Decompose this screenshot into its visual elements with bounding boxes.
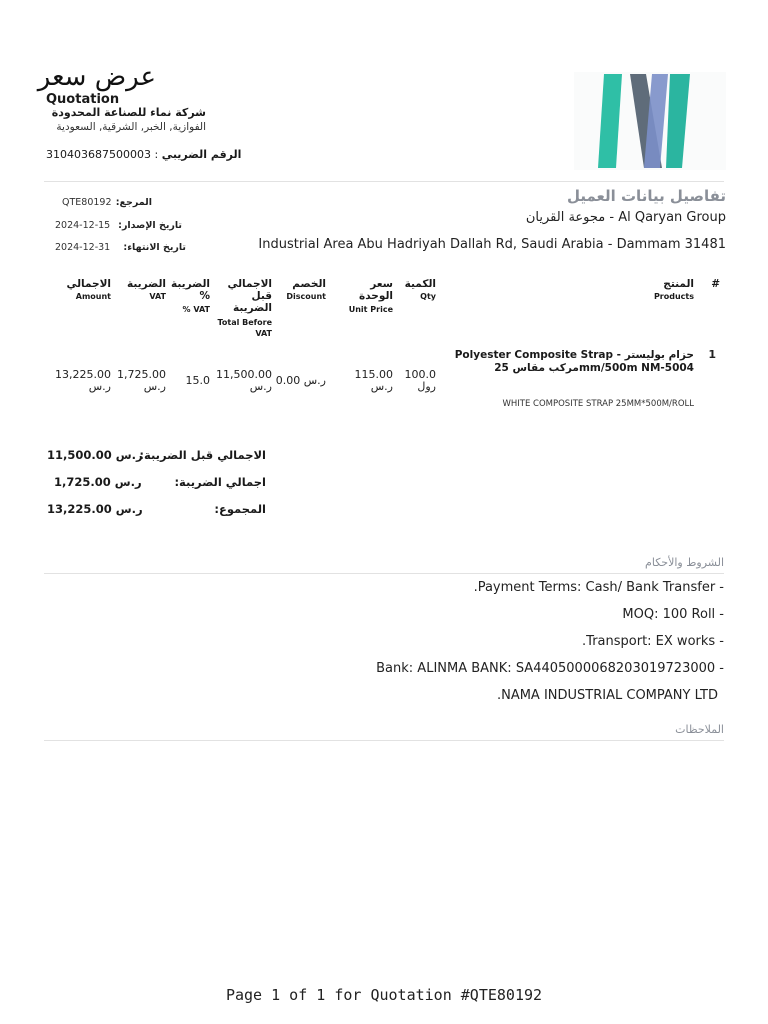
term-bank: - Bank: ALINMA BANK: SA4405000068203019723000	[376, 661, 724, 676]
col-header-vat-percent-en: % VAT	[182, 305, 210, 314]
row-unit-price-currency: ر.س	[370, 380, 393, 393]
expiry-date-value: 2024-12-31	[55, 242, 111, 253]
client-details-heading: تفاصيل بيانات العميل	[566, 187, 726, 205]
row-total-before-vat: 11,500.00	[216, 368, 272, 381]
document-title-arabic: عرض سعر	[37, 62, 156, 92]
grand-total-value: 13,225.00 ر.س	[47, 502, 143, 516]
term-moq: - MOQ: 100 Roll	[622, 607, 724, 622]
row-vat-percent: 15.0	[185, 374, 210, 387]
client-address: Industrial Area Abu Hadriyah Dallah Rd, Saudi Arabia - Dammam 31481	[258, 237, 726, 252]
vat-total-label: اجمالي الضريبة:	[174, 475, 266, 489]
issue-date-label: تاريخ الإصدار:	[118, 220, 182, 231]
subtotal-label: الاجمالي قبل الضريبة:	[139, 448, 266, 462]
terms-divider	[44, 573, 724, 574]
col-header-amount: الاجمالي	[66, 278, 111, 290]
col-header-product-en: Products	[653, 292, 694, 301]
col-header-vat: الضريبة	[126, 278, 166, 290]
product-name: Polyester Composite Strap - حزام بوليستر مركب مقاس 25mm/500m NM-5004	[454, 349, 694, 374]
tax-number-line: 310403687500003 : الرقم الضريبي	[46, 148, 242, 161]
term-transport: - Transport: EX works.	[582, 634, 724, 649]
header-divider	[44, 181, 724, 182]
col-header-discount-en: Discount	[286, 292, 326, 301]
row-total-before-vat-currency: ر.س	[249, 380, 272, 393]
notes-heading: الملاحظات	[675, 723, 724, 736]
col-header-product: المنتج	[663, 278, 694, 290]
col-header-unit-price: سعر الوحدة	[359, 278, 393, 302]
row-unit-price: 115.00	[354, 368, 393, 381]
col-header-total-before-vat: الاجمالي قبل الضريبة	[227, 278, 272, 314]
tax-number: 310403687500003	[46, 148, 151, 161]
expiry-date-label: تاريخ الانتهاء:	[123, 242, 186, 253]
col-header-qty-en: Qty	[420, 292, 436, 301]
col-header-vat-percent: الضريبة %	[170, 278, 210, 302]
client-name: مجوعة القريان - Al Qaryan Group	[525, 210, 726, 225]
row-number: 1	[708, 348, 716, 361]
reference-value: QTE80192	[62, 197, 112, 208]
term-company: NAMA INDUSTRIAL COMPANY LTD.	[496, 688, 718, 703]
row-amount-currency: ر.س	[88, 380, 111, 393]
page-footer: Page 1 of 1 for Quotation #QTE80192	[225, 986, 543, 1004]
tax-label: الرقم الضريبي	[161, 148, 242, 161]
company-address: الفوازية, الخبر, الشرقية, السعودية	[56, 121, 206, 133]
issue-date-value: 2024-12-15	[55, 220, 111, 231]
row-qty: 100.0	[404, 368, 436, 381]
col-header-number: #	[711, 278, 720, 290]
subtotal-value: 11,500.00 ر.س	[47, 448, 143, 462]
row-amount: 13,225.00	[55, 368, 111, 381]
grand-total-label: المجموع:	[214, 502, 266, 516]
reference-label: المرجع:	[115, 197, 152, 208]
product-description: WHITE COMPOSITE STRAP 25MM*500M/ROLL	[502, 399, 694, 409]
vat-total-value: 1,725.00 ر.س	[54, 475, 142, 489]
col-header-discount: الخصم	[292, 278, 326, 290]
col-header-unit-price-en: Unit Price	[348, 305, 393, 314]
col-header-amount-en: Amount	[75, 292, 111, 301]
terms-heading: الشروط والأحكام	[645, 556, 724, 569]
col-header-vat-en: VAT	[149, 292, 166, 301]
row-vat: 1,725.00	[117, 368, 166, 381]
company-logo	[574, 72, 726, 170]
row-discount: 0.00 ر.س	[275, 374, 326, 387]
document-title-english: Quotation	[46, 92, 120, 107]
term-payment: - Payment Terms: Cash/ Bank Transfer.	[473, 580, 724, 595]
col-header-qty: الكمية	[404, 278, 436, 290]
company-name: شركة نماء للصناعة المحدودة	[51, 106, 206, 119]
col-header-total-before-vat-en: Total Before VAT	[217, 318, 272, 338]
row-vat-currency: ر.س	[143, 380, 166, 393]
notes-divider	[44, 740, 724, 741]
row-qty-unit: رول	[417, 380, 436, 393]
